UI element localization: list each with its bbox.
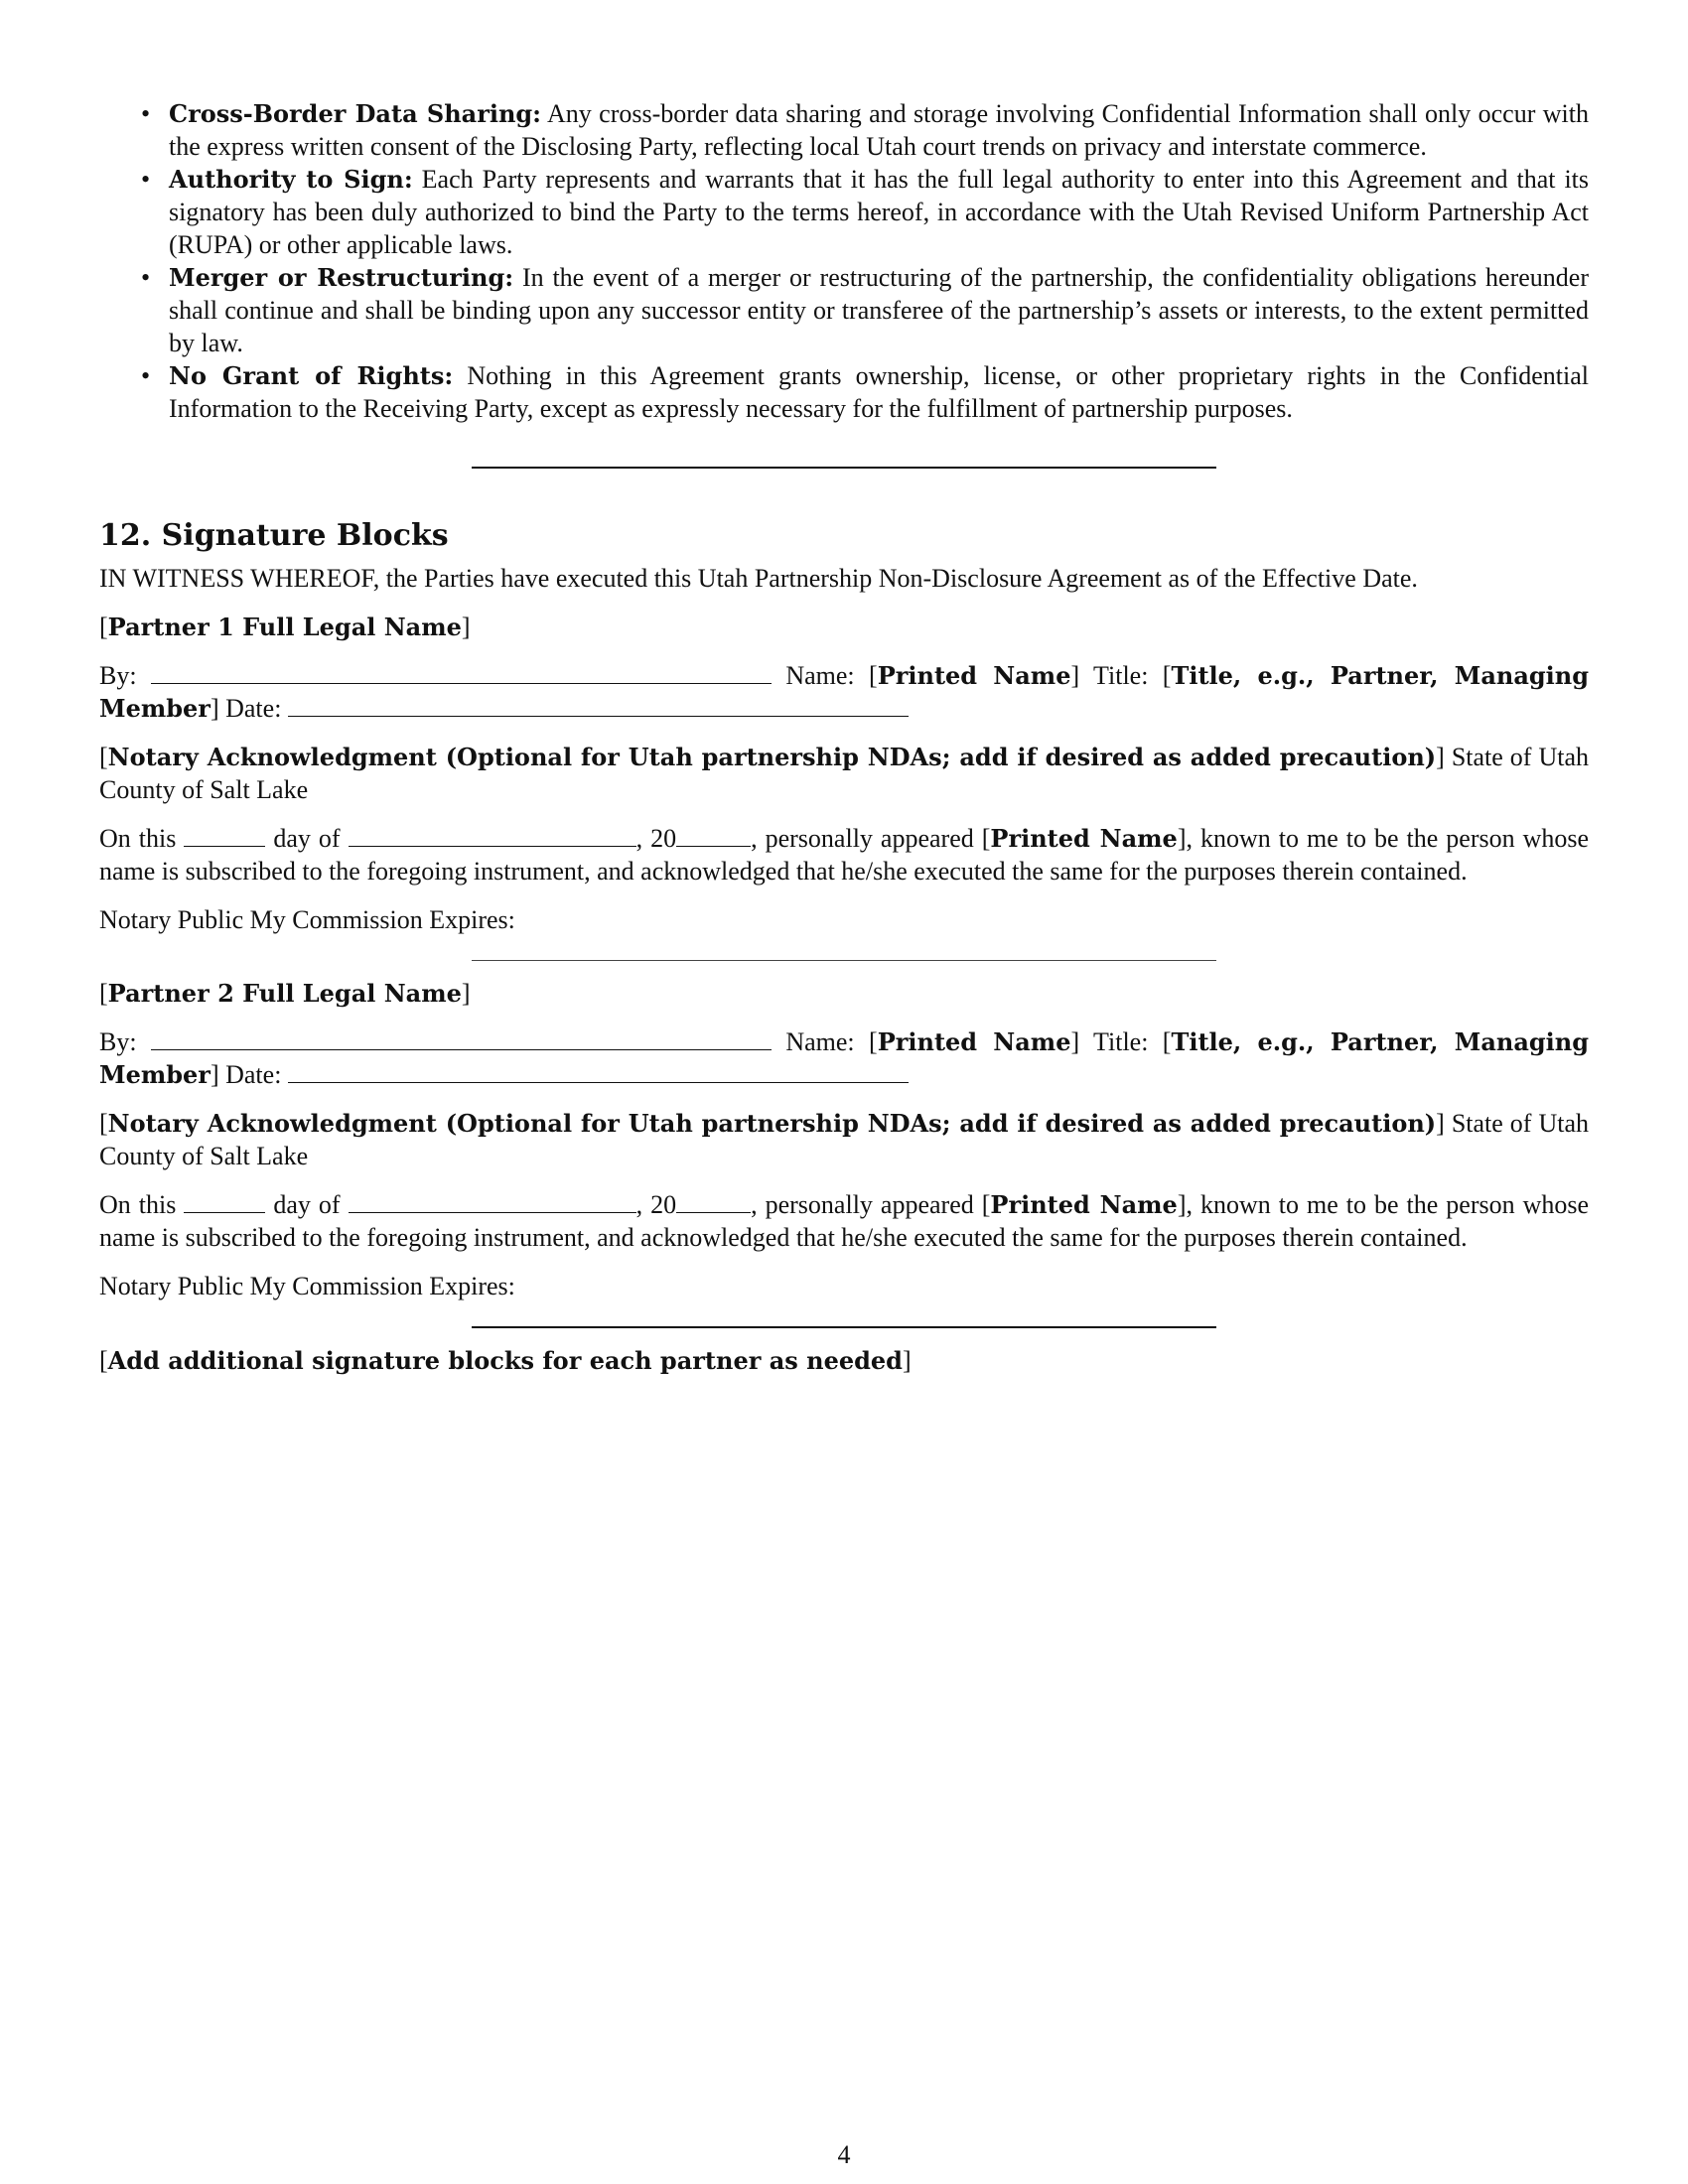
section-divider: [472, 467, 1216, 469]
day-blank: [184, 824, 265, 847]
notary-heading: [Notary Acknowledgment (Optional for Utah partnership NDAs; add if desired as added precaution)] State of Utah County of Salt Lake: [99, 743, 1590, 804]
date-line: [288, 1060, 909, 1083]
list-item: [169, 261, 1589, 359]
bullet-term: Authority to Sign:: [169, 165, 413, 194]
day-blank: [184, 1190, 265, 1213]
section-heading: 12. Signature Blocks: [99, 518, 449, 553]
signature-line: [151, 1027, 772, 1050]
month-blank: [349, 824, 636, 847]
bullet-text: Each Party represents and warrants that it has the full legal authority to enter into this Agreement and that its signatory has been duly authorized to bind the Party to the terms hereof, in accordance with the Utah Revised Uniform Partnership Act (RUPA) or other applicable laws.: [169, 165, 1590, 259]
notary-footer: Notary Public My Commission Expires:: [99, 1272, 515, 1300]
list-item: [169, 163, 1589, 261]
list-item: [169, 359, 1589, 425]
bullet-term: Merger or Restructuring:: [169, 263, 514, 292]
page-number: 4: [837, 2140, 851, 2169]
bullet-text: Any cross-border data sharing and storage involving Confidential Information shall only occur with the express written consent of the Disclosing Party, reflecting local Utah court trends on privacy and interstate commerce.: [169, 99, 1589, 161]
witness-paragraph: IN WITNESS WHEREOF, the Parties have executed this Utah Partnership Non-Disclosure Agreement as of the Effective Date.: [99, 564, 1418, 593]
document-page: [99, 97, 1589, 1377]
date-line: [288, 694, 909, 717]
partner-1-name: [Partner 1 Full Legal Name]: [99, 613, 471, 641]
partner-2-name: [Partner 2 Full Legal Name]: [99, 979, 471, 1008]
notary-footer: Notary Public My Commission Expires:: [99, 905, 515, 934]
year-blank: [676, 824, 751, 847]
block-divider: [472, 960, 1216, 961]
list-item: [169, 97, 1589, 163]
bullet-term: No Grant of Rights:: [169, 361, 454, 390]
notary-heading: [Notary Acknowledgment (Optional for Utah partnership NDAs; add if desired as added precaution)] State of Utah County of Salt Lake: [99, 1109, 1590, 1170]
partner-2-signature-line: By: Name: [Printed Name] Title: [Title, e.g., Partner, Managing Member] Date:: [99, 1027, 1589, 1089]
bullet-term: Cross-Border Data Sharing:: [169, 99, 542, 128]
month-blank: [349, 1190, 636, 1213]
notary-acknowledgment: On this day of , 20 , personally appeared [Printed Name], known to me to be the person whose name is subscribed to the foregoing instrument, and acknowledged that he/she executed the same for the purposes therein contained.: [99, 824, 1590, 886]
section-divider: [472, 1326, 1216, 1328]
bullet-text: In the event of a merger or restructuring of the partnership, the confidentiality obligations hereunder shall continue and shall be binding upon any successor entity or transferee of the partnership’s assets or interests, to the extent permitted by law.: [169, 263, 1589, 357]
closing-note: [Add additional signature blocks for each partner as needed]: [99, 1346, 912, 1375]
clause-list: [99, 97, 1589, 425]
year-blank: [676, 1190, 751, 1213]
signature-line: [151, 661, 772, 684]
bullet-text: Nothing in this Agreement grants ownership, license, or other proprietary rights in the Confidential Information to the Receiving Party, except as expressly necessary for the fulfillment of partnership purposes.: [169, 361, 1590, 423]
partner-1-signature-line: By: Name: [Printed Name] Title: [Title, e.g., Partner, Managing Member] Date:: [99, 661, 1589, 723]
notary-acknowledgment: On this day of , 20 , personally appeared [Printed Name], known to me to be the person whose name is subscribed to the foregoing instrument, and acknowledged that he/she executed the same for the purposes therein contained.: [99, 1190, 1590, 1252]
